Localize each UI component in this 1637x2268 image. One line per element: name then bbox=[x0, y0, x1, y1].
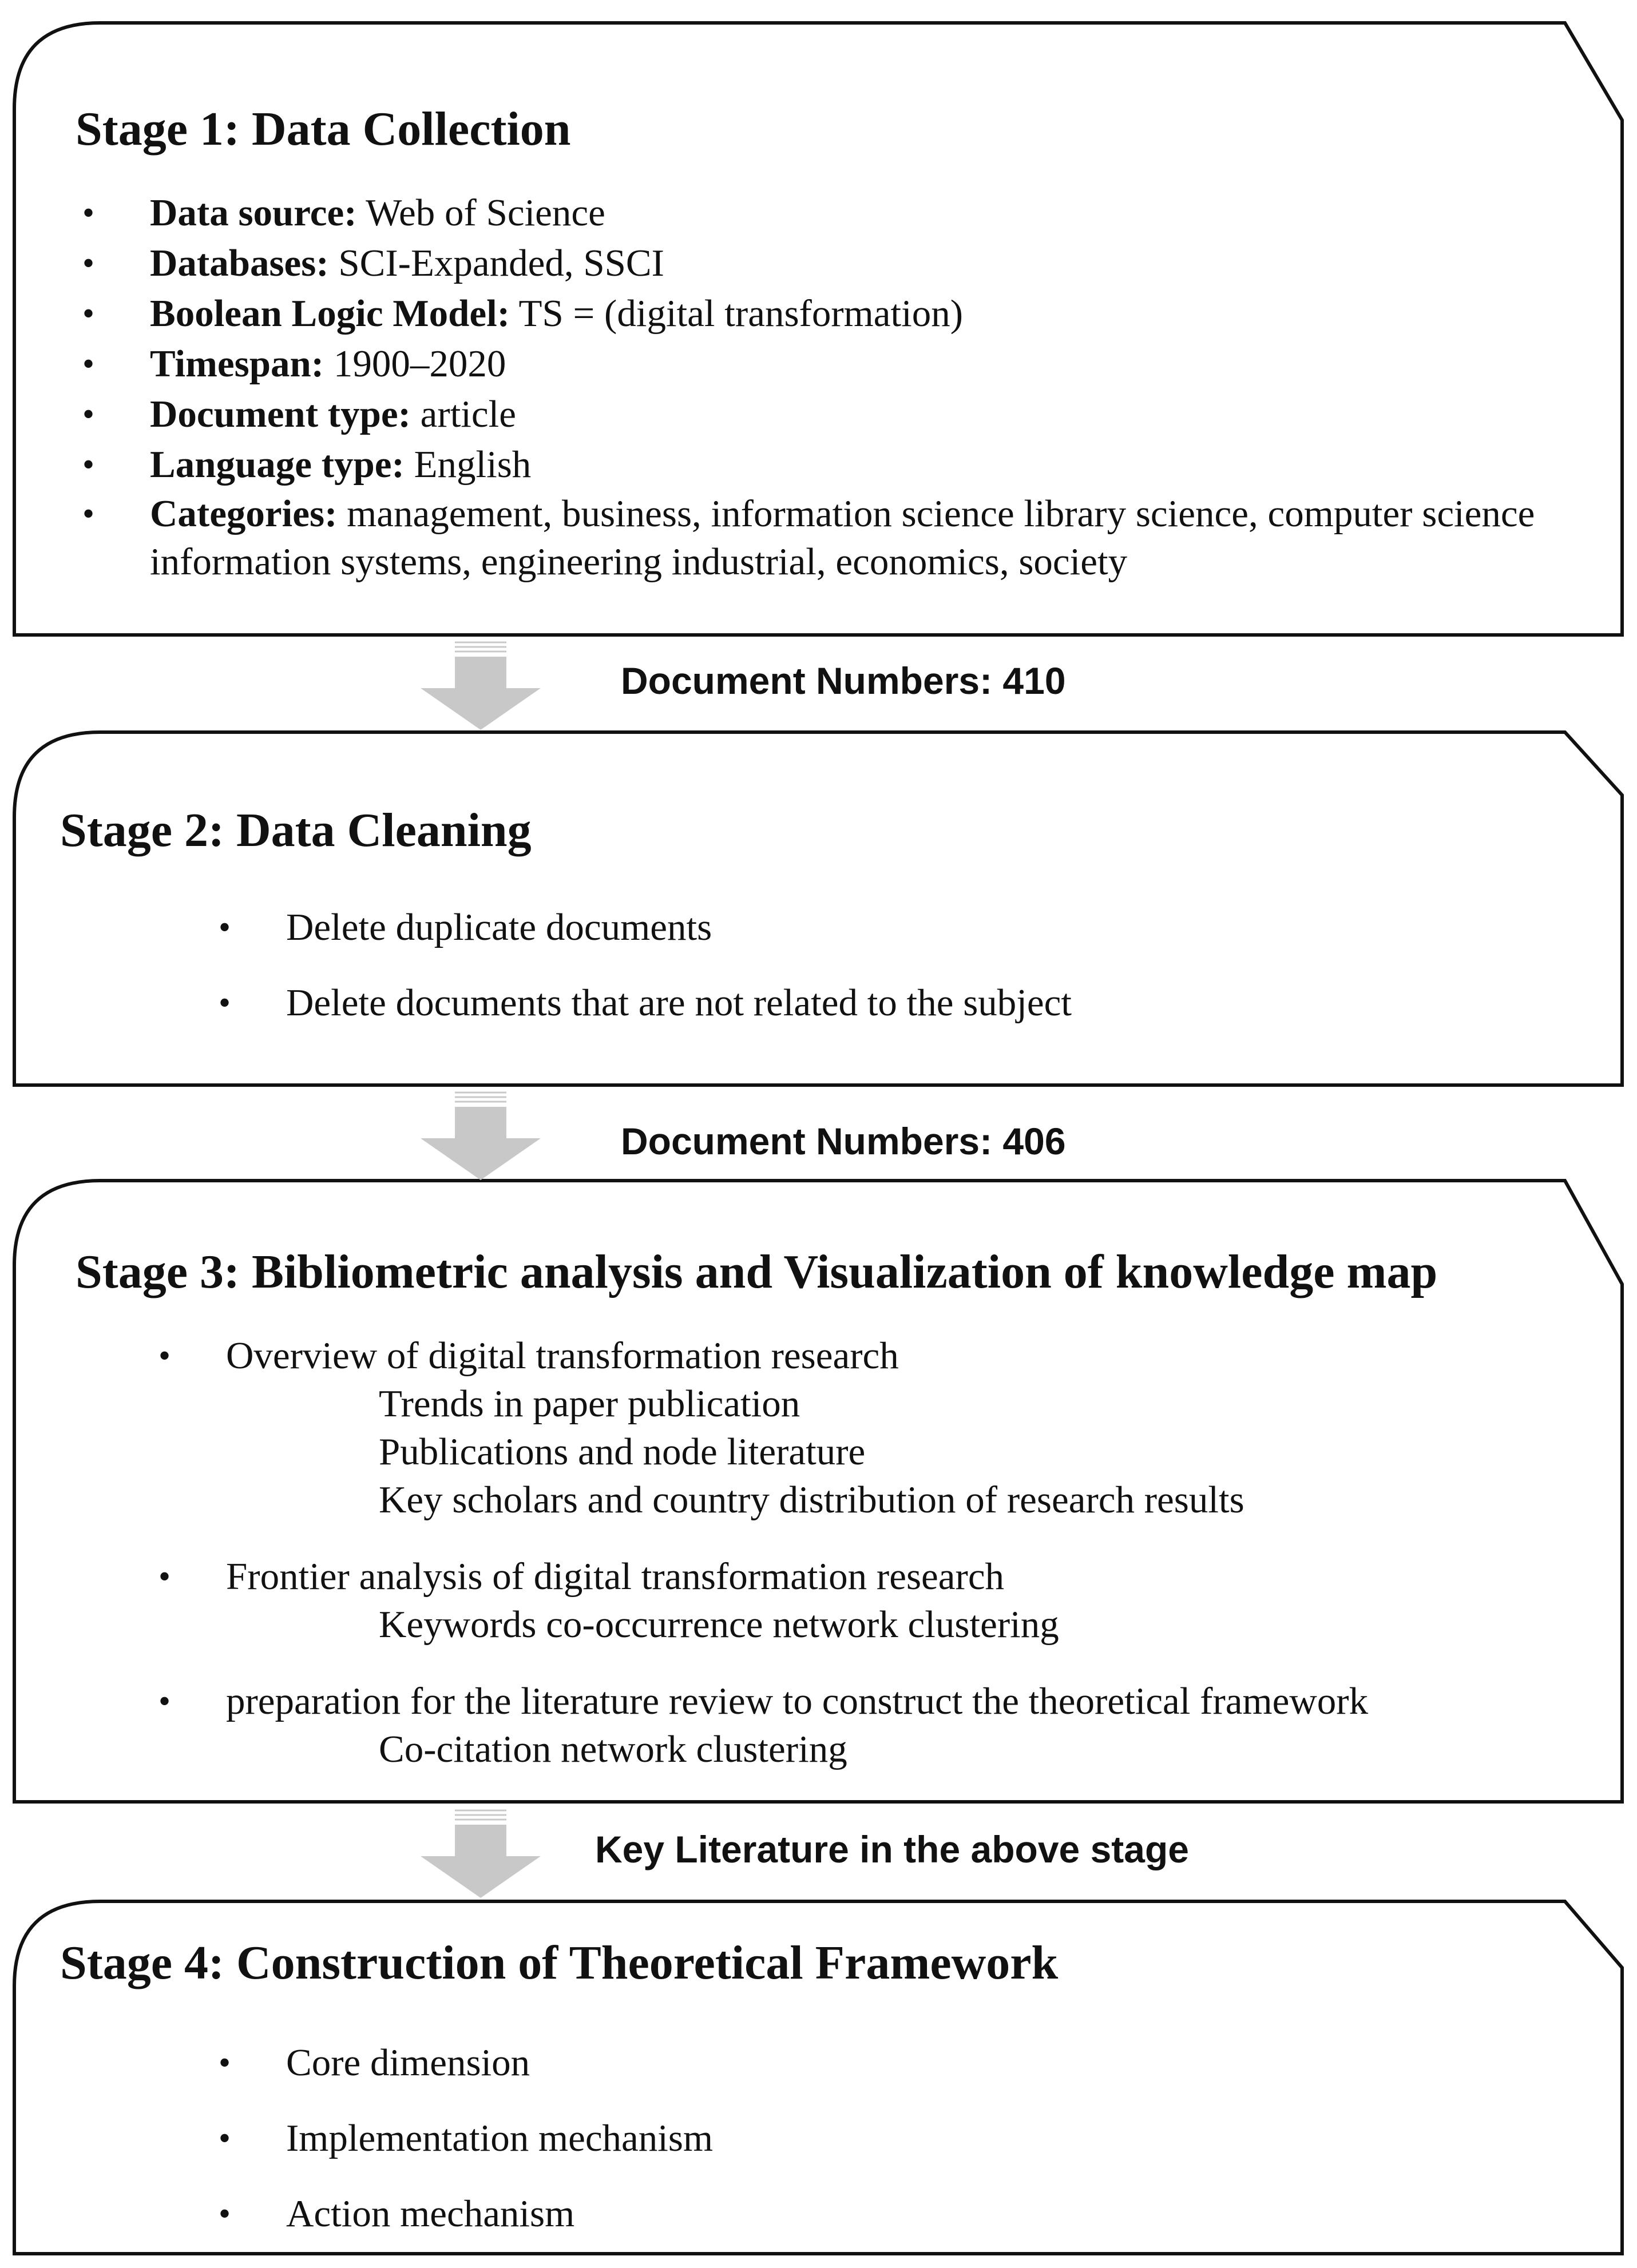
stage4-item: • Action mechanism bbox=[219, 2192, 575, 2235]
down-arrow-2 bbox=[401, 1090, 561, 1181]
stage2-item: • Delete documents that are not related to the subject bbox=[219, 982, 1072, 1024]
stage2-list bbox=[212, 889, 1528, 1040]
stage1-item: • Boolean Logic Model: TS = (digital transformation) bbox=[82, 292, 964, 335]
down-arrow-1 bbox=[401, 640, 561, 731]
stage1-item: • Document type: article bbox=[82, 393, 517, 435]
stage1-item: • Categories: management, business, information science library science, computer science information systems, engineering industrial, economics, society bbox=[82, 492, 1535, 583]
stage3-subitem: Keywords co-occurrence network clustering bbox=[379, 1603, 1059, 1646]
stage2-title: Stage 2: Data Cleaning bbox=[60, 804, 532, 857]
stage1-item: • Data source: Web of Science bbox=[82, 192, 605, 234]
arrow2-label: Document Numbers: 406 bbox=[621, 1120, 1066, 1162]
stage1-item: • Timespan: 1900–2020 bbox=[82, 343, 506, 385]
stage3-subitem: Trends in paper publication bbox=[379, 1383, 800, 1425]
stage4-title: Stage 4: Construction of Theoretical Framework bbox=[60, 1936, 1059, 1989]
stage3-group: • preparation for the literature review to construct the theoretical framework Co-citation network clustering bbox=[152, 1677, 1582, 1773]
stage3-subitem: Key scholars and country distribution of research results bbox=[379, 1479, 1244, 1521]
stage1-item: • Language type: English bbox=[82, 443, 532, 486]
stage3-list bbox=[152, 1332, 1582, 1773]
stage3-group: • Frontier analysis of digital transformation research Keywords co-occurrence network clustering bbox=[152, 1552, 1582, 1649]
arrow1-label: Document Numbers: 410 bbox=[621, 660, 1066, 702]
stage3-subitem: Publications and node literature bbox=[379, 1431, 866, 1473]
stage3-title: Stage 3: Bibliometric analysis and Visualization of knowledge map bbox=[76, 1245, 1438, 1298]
down-arrow-3 bbox=[401, 1808, 561, 1899]
stage3-group: • Overview of digital transformation research Trends in paper publication Publications and node literature Key scholars and country distribution of research results bbox=[152, 1332, 1582, 1524]
stage2-item: • Delete duplicate documents bbox=[219, 906, 712, 948]
stage1-title: Stage 1: Data Collection bbox=[76, 102, 571, 156]
stage4-list bbox=[212, 2025, 1528, 2251]
arrow3-label: Key Literature in the above stage bbox=[595, 1828, 1189, 1870]
stage1-item: • Databases: SCI-Expanded, SSCI bbox=[82, 242, 664, 284]
stage4-item: • Core dimension bbox=[219, 2041, 530, 2084]
stage4-item: • Implementation mechanism bbox=[219, 2117, 714, 2159]
stage1-list bbox=[76, 188, 1592, 586]
stage3-subitem: Co-citation network clustering bbox=[379, 1728, 847, 1770]
